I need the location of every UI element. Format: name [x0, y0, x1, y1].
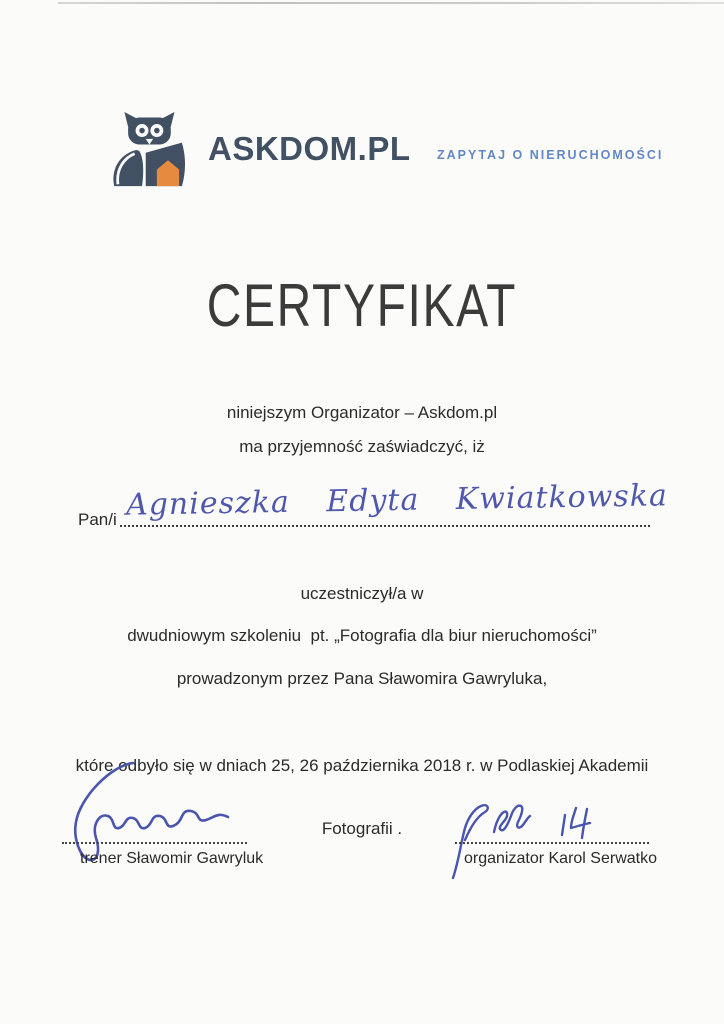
owl-logo-icon: [108, 112, 202, 188]
body-line-4a: które odbyło się w dniach 25, 26 października 2018 r. w Podlaskiej Akademii: [75, 755, 649, 775]
recipient-dotted-line: [120, 525, 650, 527]
body-line-1: uczestniczył/a w: [300, 584, 424, 603]
trainer-signature-line: [62, 842, 247, 844]
body-line-2: dwudniowym szkoleniu pt. „Fotografia dla biur nieruchomości”: [127, 626, 597, 645]
scan-edge-line: [58, 2, 724, 4]
brand-name: ASKDOM.PL: [208, 130, 411, 167]
organizer-signature-line: [455, 842, 649, 844]
organizer-signature-label: organizator Karol Serwatko: [464, 850, 657, 867]
brand-tagline: ZAPYTAJ O NIERUCHOMOŚCI: [437, 148, 664, 162]
organizer-signature-icon: [438, 756, 648, 888]
recipient-name-handwritten: Agnieszka Edyta Kwiatkowska: [125, 478, 669, 523]
trainer-signature-label: trener Sławomir Gawryluk: [80, 850, 264, 867]
body-line-4b: Fotografii .: [321, 819, 403, 839]
intro-line-1: niniejszym Organizator – Askdom.pl: [226, 403, 498, 422]
intro-line-2: ma przyjemność zaświadczyć, iż: [239, 437, 485, 456]
recipient-label: Pan/i: [78, 510, 117, 529]
certificate-title: CERTYFIKAT: [206, 272, 518, 339]
body-line-3: prowadzonym przez Pana Sławomira Gawryluka,: [176, 669, 548, 688]
certificate-title-row: [0, 272, 724, 339]
